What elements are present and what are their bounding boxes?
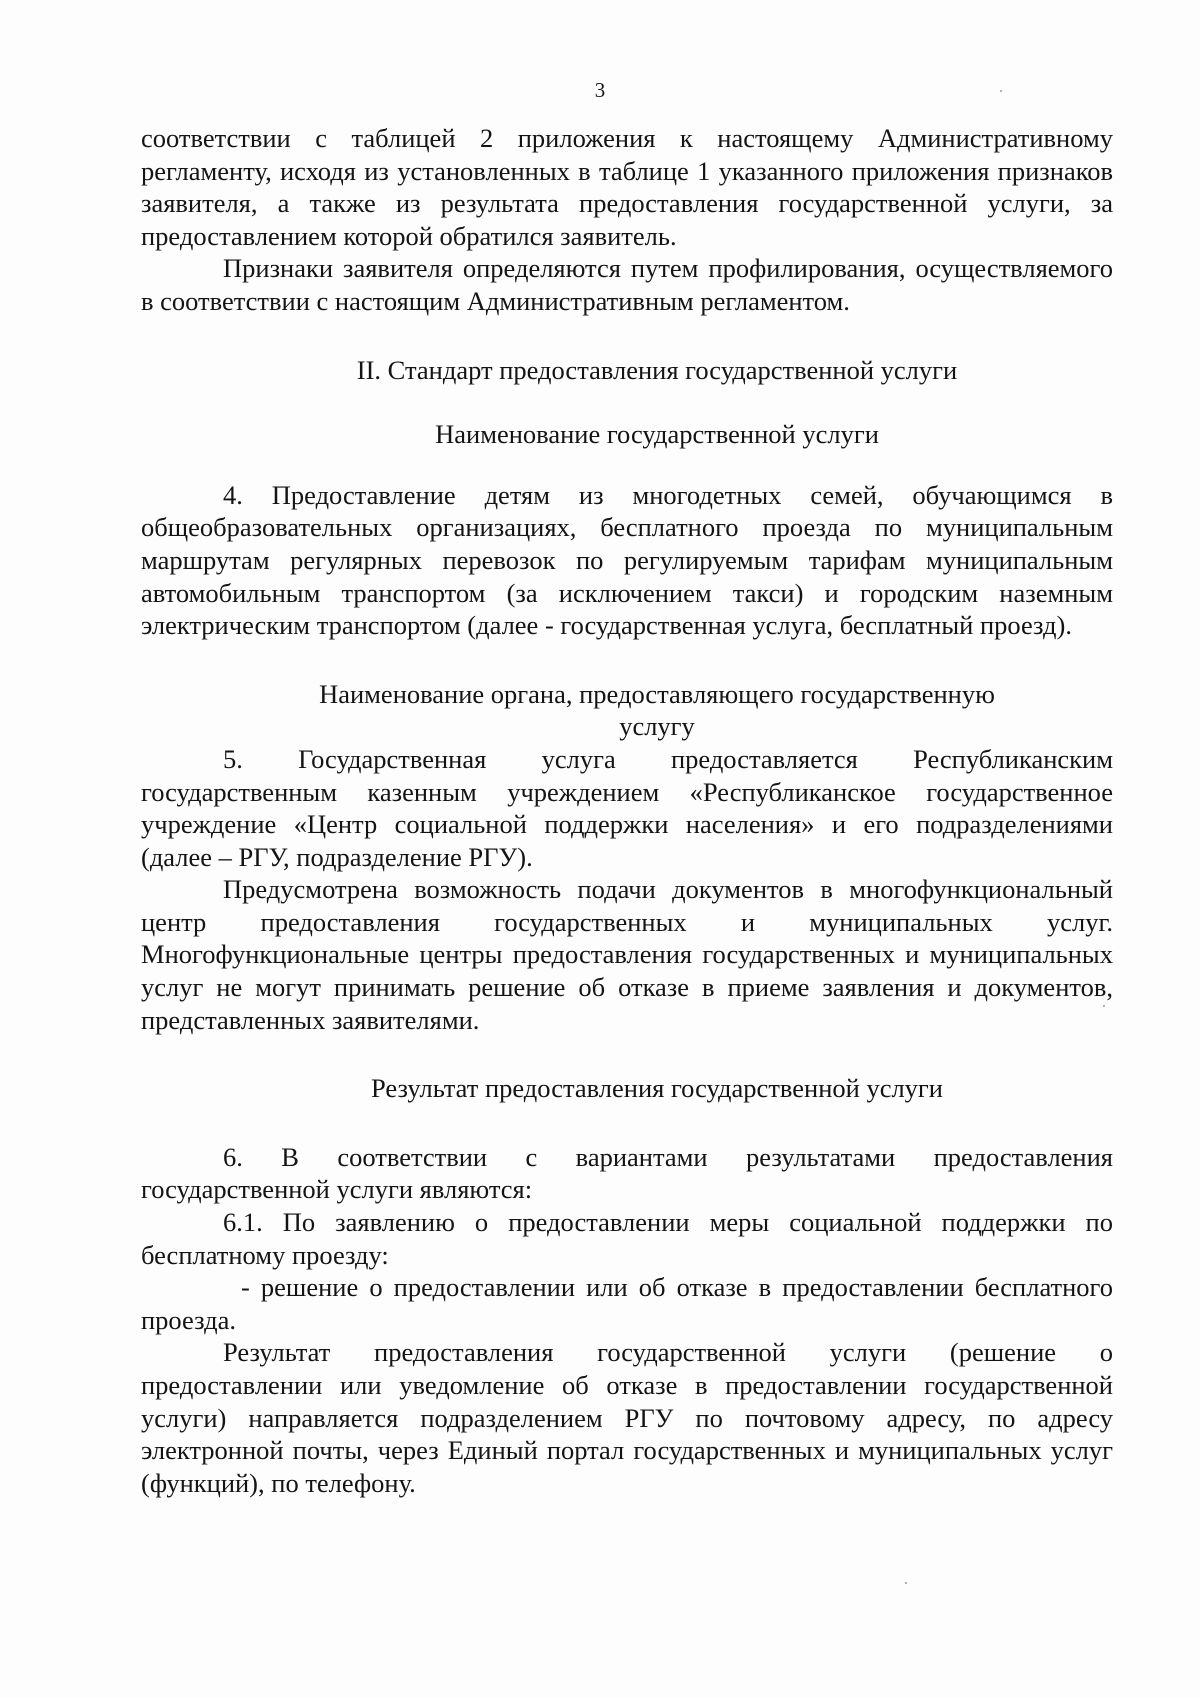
subheading-result: Результат предоставления государственной услуги: [371, 1073, 943, 1104]
subheading-authority-line1: Наименование органа, предоставляющего государственную: [319, 678, 995, 709]
document-body: [141, 122, 1113, 1499]
subheading-service-name: Наименование государственной услуги: [435, 419, 879, 450]
paragraph-5-mfc: Предусмотрена возможность подачи документов в многофункциональный центр предоставления государственных и муниципальных услуг. Многофункциональные центры предоставления государственных и муниципальных услуг не могут принимать решение об отказе в приеме заявления и документов, представленных заявителями.: [141, 874, 1113, 1035]
paragraph-4: 4. Предоставление детям из многодетных семей, обучающимся в общеобразовательных организациях, бесплатного проезда по муниципальным маршрутам регулярных перевозок по регулируемым тарифам муниципальным автомобильным транспортом (за исключением такси) и городским наземным электрическим транспортом (далее - государственная услуга, бесплатный проезд).: [141, 479, 1113, 641]
paragraph-continuation: соответствии с таблицей 2 приложения к настоящему Административному регламенту, исходя из установленных в таблице 1 указанного приложения признаков заявителя, а также из результата предоставления государственной услуги, за предоставлением которой обратился заявитель.: [141, 123, 1113, 251]
paragraph-5: 5. Государственная услуга предоставляется Республиканским государственным казенным учреждением «Республиканское государственное учреждение «Центр социальной поддержки населения» и его подразделениями (далее – РГУ, подразделение РГУ).: [141, 743, 1113, 872]
section-heading: II. Стандарт предоставления государственной услуги: [356, 354, 958, 385]
paragraph-6-1-item: - решение о предоставлении или об отказе в предоставлении бесплатного проезда.: [141, 1272, 1113, 1335]
paragraph-applicant-attributes: Признаки заявителя определяются путем профилирования, осуществляемого в соответствии с настоящим Административным регламентом.: [141, 253, 1113, 316]
page-number: 3: [594, 78, 606, 102]
paragraph-6-1: 6.1. По заявлению о предоставлении меры социальной поддержки по бесплатному проезду:: [141, 1207, 1113, 1270]
paragraph-6: 6. В соответствии с вариантами результатами предоставления государственной услуги являются:: [141, 1141, 1113, 1205]
scan-speck: [1103, 1005, 1105, 1007]
paragraph-result-delivery: Результат предоставления государственной услуги (решение о предоставлении или уведомление об отказе в предоставлении государственной услуги) направляется подразделением РГУ по почтовому адресу, по адресу электронной почты, через Единый портал государственных и муниципальных услуг (функций), по телефону.: [141, 1337, 1113, 1498]
scan-speck: [905, 1582, 907, 1584]
subheading-authority-line2: услугу: [619, 711, 695, 742]
scan-speck: [1000, 90, 1002, 92]
